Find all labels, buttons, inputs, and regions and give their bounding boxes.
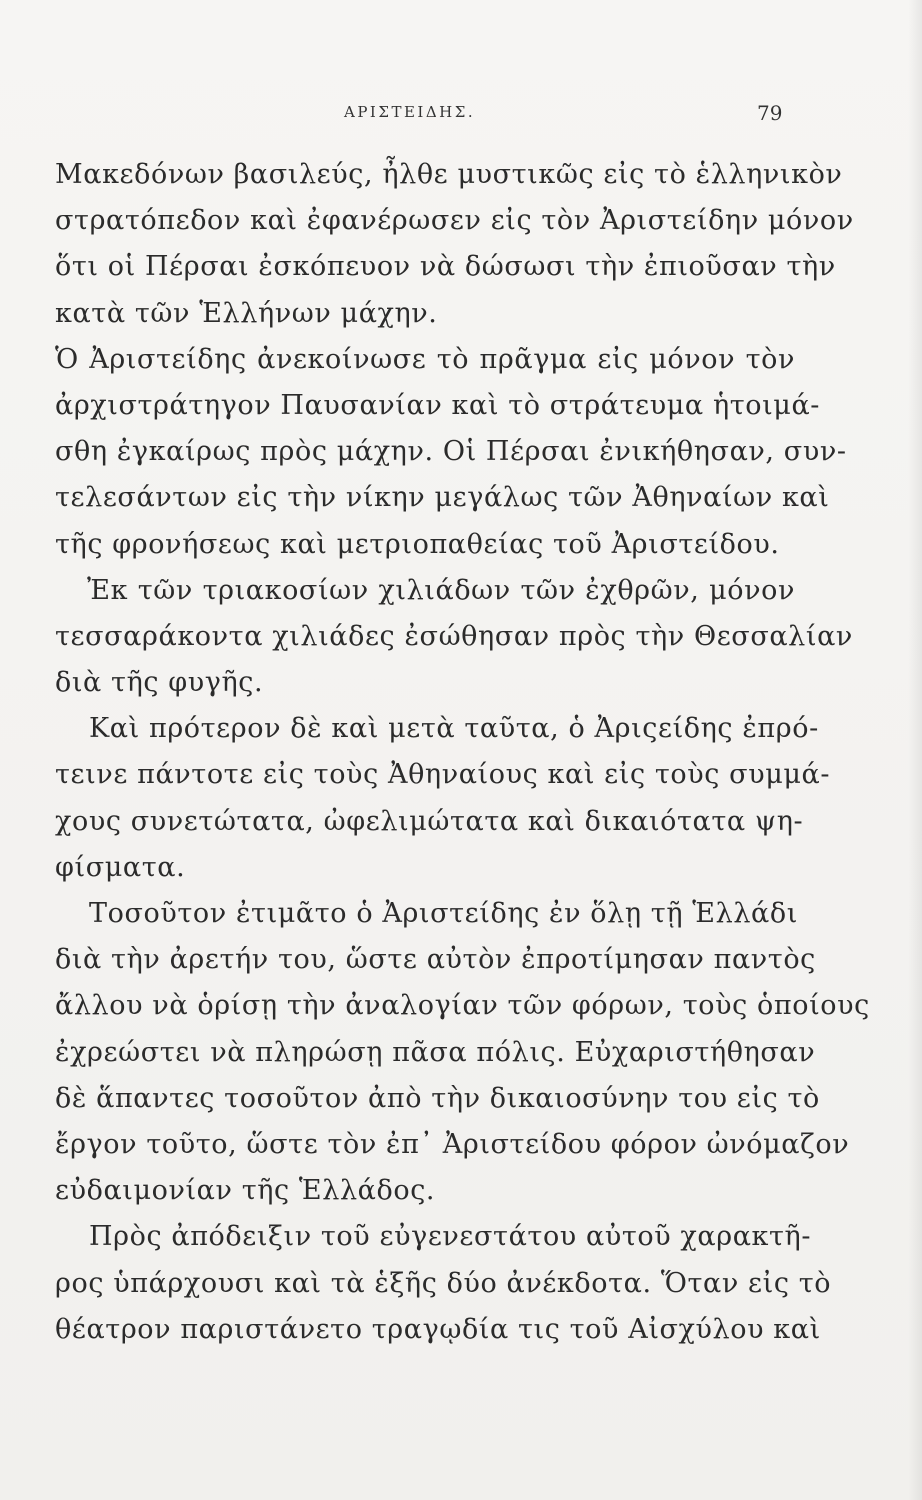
text-line: διὰ τῆς φυγῆς. (55, 667, 264, 699)
text-line: διὰ τὴν ἀρετήν του, ὥστε αὐτὸν ἐπροτίμησαν παντὸς (55, 944, 816, 976)
text-line: Καὶ πρότερον δὲ καὶ μετὰ ταῦτα, ὁ Ἀριςείδης ἐπρό- (89, 713, 819, 745)
running-title: ΑΡΙΣΤΕΙΔΗΣ. (344, 103, 476, 121)
running-head (0, 103, 922, 133)
body-text (55, 152, 870, 1353)
text-line: χους συνετώτατα, ὠφελιμώτατα καὶ δικαιότατα ψη- (55, 805, 804, 837)
text-line: ρος ὑπάρχουσι καὶ τὰ ἑξῆς δύο ἀνέκδοτα. Ὅταν εἰς τὸ (55, 1267, 832, 1299)
text-line: ἔργον τοῦτο, ὥστε τὸν ἐπ᾽ Ἀριστείδου φόρον ὠνόμαζον (55, 1128, 850, 1160)
text-line: Ἐκ τῶν τριακοσίων χιλιάδων τῶν ἐχθρῶν, μόνον (87, 574, 795, 606)
text-line: θέατρον παριστάνετο τραγῳδία τις τοῦ Αἰσχύλου καὶ (55, 1313, 821, 1345)
text-line: τῆς φρονήσεως καὶ μετριοπαθείας τοῦ Ἀριστείδου. (55, 528, 780, 560)
page-edge-shadow (908, 0, 922, 1500)
text-line: ὅτι οἱ Πέρσαι ἐσκόπευον νὰ δώσωσι τὴν ἐπιοῦσαν τὴν (55, 251, 836, 283)
text-line: ἄλλου νὰ ὁρίσῃ τὴν ἀναλογίαν τῶν φόρων, τοὺς ὁποίους (55, 990, 870, 1022)
text-line: ἀρχιστράτηγον Παυσανίαν καὶ τὸ στράτευμα ἡτοιμά- (55, 389, 820, 421)
text-line: κατὰ τῶν Ἑλλήνων μάχην. (55, 297, 438, 329)
text-line: τεινε πάντοτε εἰς τοὺς Ἀθηναίους καὶ εἰς τοὺς συμμά- (55, 759, 831, 791)
text-line: Μακεδόνων βασιλεύς, ἦλθε μυστικῶς εἰς τὸ ἑλληνικὸν (55, 159, 843, 190)
text-line: εὐδαιμονίαν τῆς Ἑλλάδος. (55, 1175, 436, 1207)
page-number: 79 (757, 101, 783, 125)
text-line: Πρὸς ἀπόδειξιν τοῦ εὐγενεστάτου αὐτοῦ χαρακτῆ- (89, 1221, 812, 1253)
text-line: ἐχρεώστει νὰ πληρώσῃ πᾶσα πόλις. Εὐχαριστήθησαν (55, 1036, 816, 1068)
text-line: δὲ ἅπαντες τοσοῦτον ἀπὸ τὴν δικαιοσύνην του εἰς τὸ (55, 1082, 820, 1114)
text-line: τελεσάντων εἰς τὴν νίκην μεγάλως τῶν Ἀθηναίων καὶ (55, 482, 830, 514)
text-line: Ὁ Ἀριστείδης ἀνεκοίνωσε τὸ πρᾶγμα εἰς μόνον τὸν (55, 343, 795, 375)
text-line: σθη ἐγκαίρως πρὸς μάχην. Οἱ Πέρσαι ἐνικήθησαν, συν- (55, 436, 847, 468)
text-line: στρατόπεδον καὶ ἐφανέρωσεν εἰς τὸν Ἀριστείδην μόνον (55, 205, 854, 237)
text-line: Τοσοῦτον ἐτιμᾶτο ὁ Ἀριστείδης ἐν ὅλῃ τῇ Ἑλλάδι (89, 898, 798, 929)
text-line: τεσσαράκοντα χιλιάδες ἐσώθησαν πρὸς τὴν Θεσσαλίαν (55, 620, 853, 652)
text-line: φίσματα. (55, 851, 186, 883)
